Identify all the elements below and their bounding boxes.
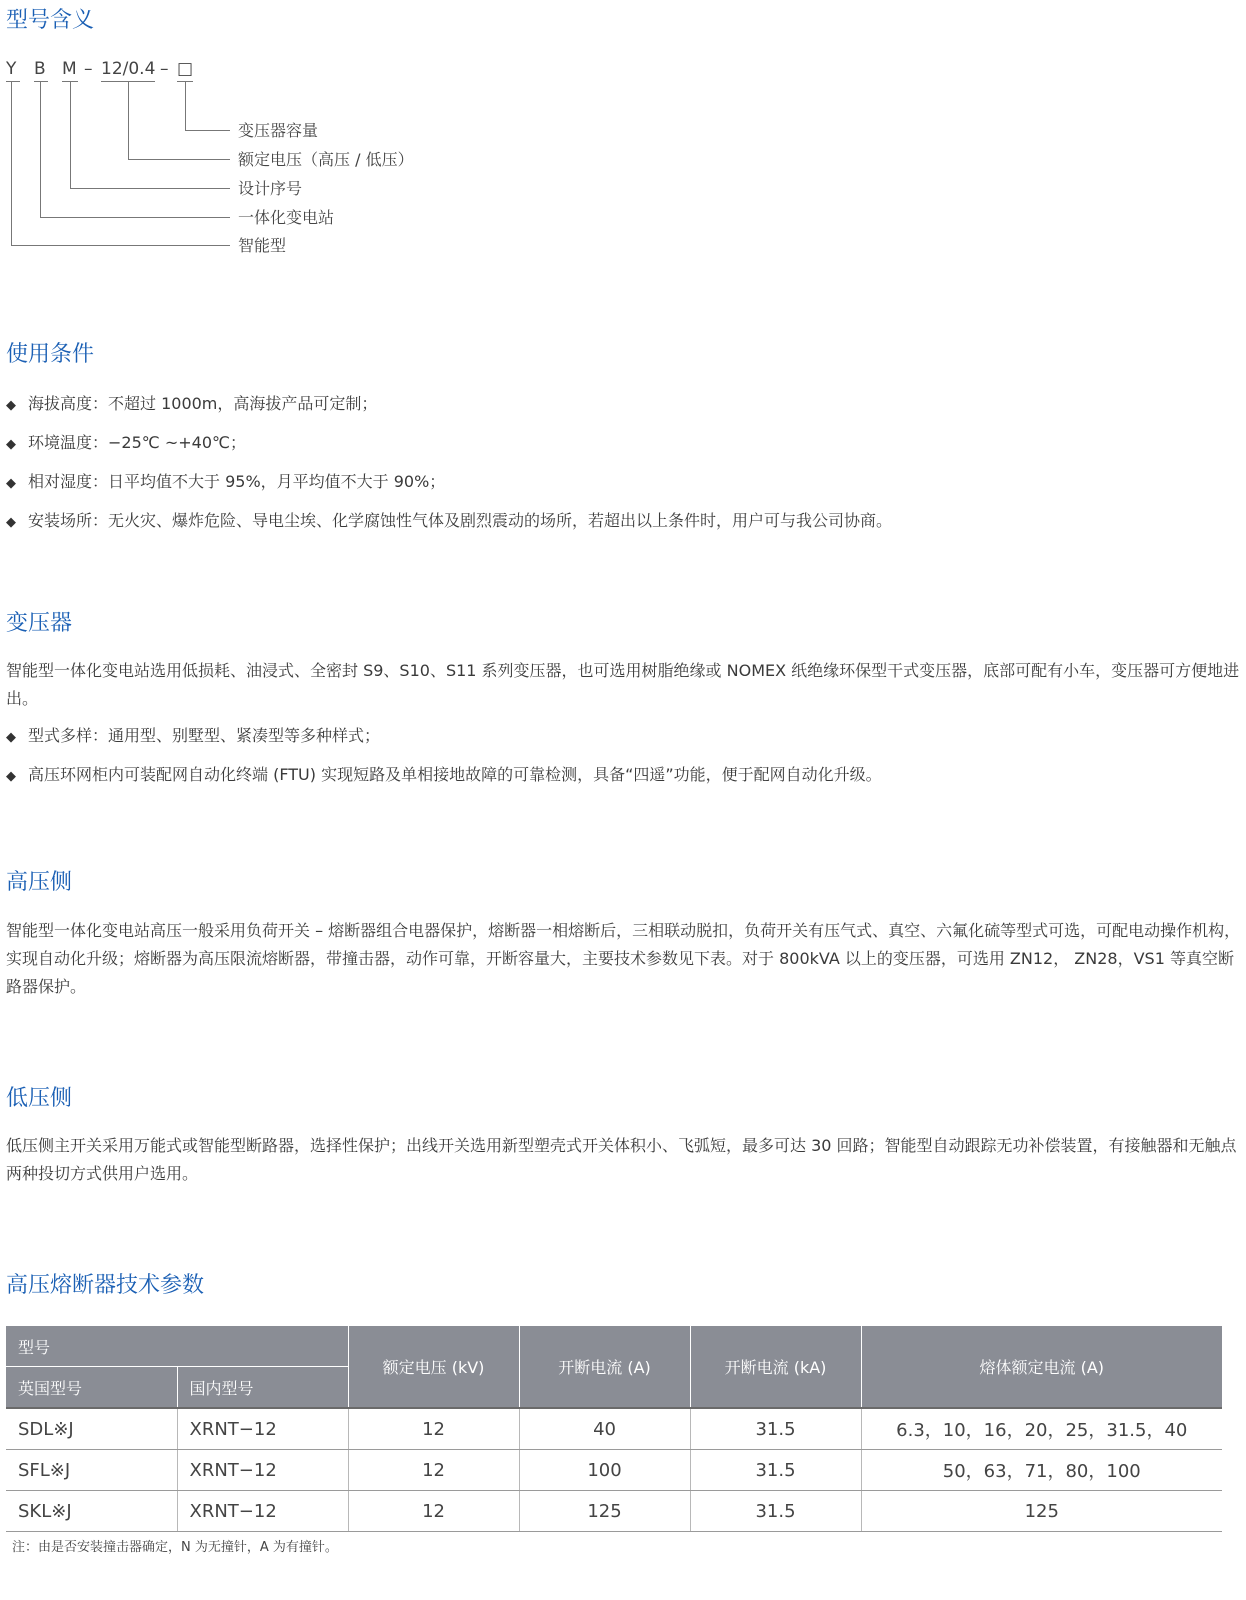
model-leg-design	[70, 82, 71, 188]
conditions-list	[6, 385, 892, 541]
cell-breaking-ka: 31.5	[690, 1450, 861, 1491]
cell-breaking-a: 100	[519, 1450, 690, 1491]
model-connector-design	[70, 188, 230, 189]
model-code-diagram	[0, 55, 460, 265]
model-section-title: 型号含义	[6, 8, 95, 33]
transformer-paragraph: 智能型一体化变电站选用低损耗、油浸式、全密封 S9、S10、S11 系列变压器，也可选用树脂绝缘或 NOMEX 纸绝缘环保型干式变压器，底部可配有小车，变压器可方便地进出。	[6, 661, 1240, 708]
model-meaning-voltage: 额定电压（高压 / 低压）	[238, 150, 414, 169]
header-breaking-current-a: 开断电流 (A)	[519, 1326, 690, 1408]
header-breaking-current-ka: 开断电流 (kA)	[690, 1326, 861, 1408]
list-item: ◆ 相对湿度：日平均值不大于 95%，月平均值不大于 90%；	[6, 463, 892, 502]
model-meaning-smart: 智能型	[238, 236, 287, 255]
header-cn-model: 国内型号	[177, 1367, 348, 1409]
transformer-list	[6, 717, 882, 795]
lv-side-title: 低压侧	[6, 1086, 73, 1111]
model-meaning-station: 一体化变电站	[238, 208, 335, 227]
model-leg-capacity	[185, 82, 186, 130]
conditions-title: 使用条件	[6, 342, 95, 367]
model-code-m: M	[62, 59, 77, 79]
header-model-group: 型号	[6, 1326, 348, 1367]
list-item: ◆ 海拔高度：不超过 1000m，高海拔产品可定制；	[6, 385, 892, 424]
cell-breaking-a: 40	[519, 1408, 690, 1450]
table-note: 注：由是否安装撞击器确定，N 为无撞针，A 为有撞针。	[12, 1540, 338, 1555]
cell-voltage: 12	[348, 1491, 519, 1532]
model-connector-smart	[11, 245, 230, 246]
cell-breaking-a: 125	[519, 1491, 690, 1532]
model-underline-y	[6, 81, 20, 82]
transformer-title: 变压器	[6, 611, 73, 636]
model-leg-station	[40, 82, 41, 217]
cell-breaking-ka: 31.5	[690, 1491, 861, 1532]
model-leg-voltage	[128, 82, 129, 159]
cell-cn-model: XRNT−12	[177, 1450, 348, 1491]
list-item: ◆ 高压环网柜内可装配网自动化终端 (FTU) 实现短路及单相接地故障的可靠检测，具备“四遥”功能，便于配网自动化升级。	[6, 756, 882, 795]
cell-breaking-ka: 31.5	[690, 1408, 861, 1450]
model-code-dash-1: –	[84, 59, 93, 79]
model-meaning-design: 设计序号	[238, 179, 303, 198]
table-row	[6, 1408, 1222, 1450]
diamond-bullet-icon: ◆	[6, 730, 16, 745]
list-item: ◆ 型式多样：通用型、别墅型、紧凑型等多种样式；	[6, 717, 882, 756]
cell-uk-model: SDL※J	[6, 1408, 177, 1450]
model-code-capacity-box: □	[177, 59, 194, 79]
model-leg-smart	[11, 82, 12, 245]
table-row	[6, 1450, 1222, 1491]
hv-side-title: 高压侧	[6, 870, 73, 895]
fuse-parameter-table	[6, 1326, 1222, 1532]
model-code-b: B	[34, 59, 46, 79]
list-item: ◆ 安装场所：无火灾、爆炸危险、导电尘埃、化学腐蚀性气体及剧烈震动的场所，若超出以上条件时，用户可与我公司协商。	[6, 502, 892, 541]
diamond-bullet-icon: ◆	[6, 476, 16, 491]
table-row	[6, 1491, 1222, 1532]
cell-fuse-current: 50，63，71，80，100	[861, 1450, 1222, 1491]
diamond-bullet-icon: ◆	[6, 437, 16, 452]
list-item: ◆ 环境温度：−25℃ ~+40℃；	[6, 424, 892, 463]
cell-voltage: 12	[348, 1450, 519, 1491]
cell-fuse-current: 125	[861, 1491, 1222, 1532]
cell-voltage: 12	[348, 1408, 519, 1450]
header-fuse-rated-current: 熔体额定电流 (A)	[861, 1326, 1222, 1408]
cell-fuse-current: 6.3，10，16，20，25，31.5，40	[861, 1408, 1222, 1450]
header-rated-voltage: 额定电压 (kV)	[348, 1326, 519, 1408]
model-code-y: Y	[6, 59, 17, 79]
cell-uk-model: SKL※J	[6, 1491, 177, 1532]
model-meaning-capacity: 变压器容量	[238, 121, 319, 140]
diamond-bullet-icon: ◆	[6, 515, 16, 530]
model-underline-b	[34, 81, 48, 82]
model-code-voltage: 12/0.4	[101, 59, 156, 79]
model-code-dash-2: –	[160, 59, 169, 79]
cell-cn-model: XRNT−12	[177, 1491, 348, 1532]
model-connector-voltage	[128, 159, 230, 160]
fuse-table-title: 高压熔断器技术参数	[6, 1273, 205, 1298]
cell-uk-model: SFL※J	[6, 1450, 177, 1491]
hv-side-paragraph: 智能型一体化变电站高压一般采用负荷开关 – 熔断器组合电器保护，熔断器一相熔断后，三相联动脱扣，负荷开关有压气式、真空、六氟化硫等型式可选，可配电动操作机构，实现自动化升级；熔断器为高压限流熔断器，带撞击器，动作可靠，开断容量大，主要技术参数见下表。对于 800kVA 以上的变压器，可选用 ZN12， ZN28，VS1 等真空断路器保护。	[6, 921, 1241, 996]
model-connector-station	[40, 217, 230, 218]
diamond-bullet-icon: ◆	[6, 769, 16, 784]
lv-side-paragraph: 低压侧主开关采用万能式或智能型断路器，选择性保护；出线开关选用新型塑壳式开关体积小、飞弧短，最多可达 30 回路；智能型自动跟踪无功补偿装置，有接触器和无触点两种投切方式供用户选用。	[6, 1136, 1237, 1183]
diamond-bullet-icon: ◆	[6, 398, 16, 413]
header-uk-model: 英国型号	[6, 1367, 177, 1409]
model-connector-capacity	[185, 130, 230, 131]
cell-cn-model: XRNT−12	[177, 1408, 348, 1450]
